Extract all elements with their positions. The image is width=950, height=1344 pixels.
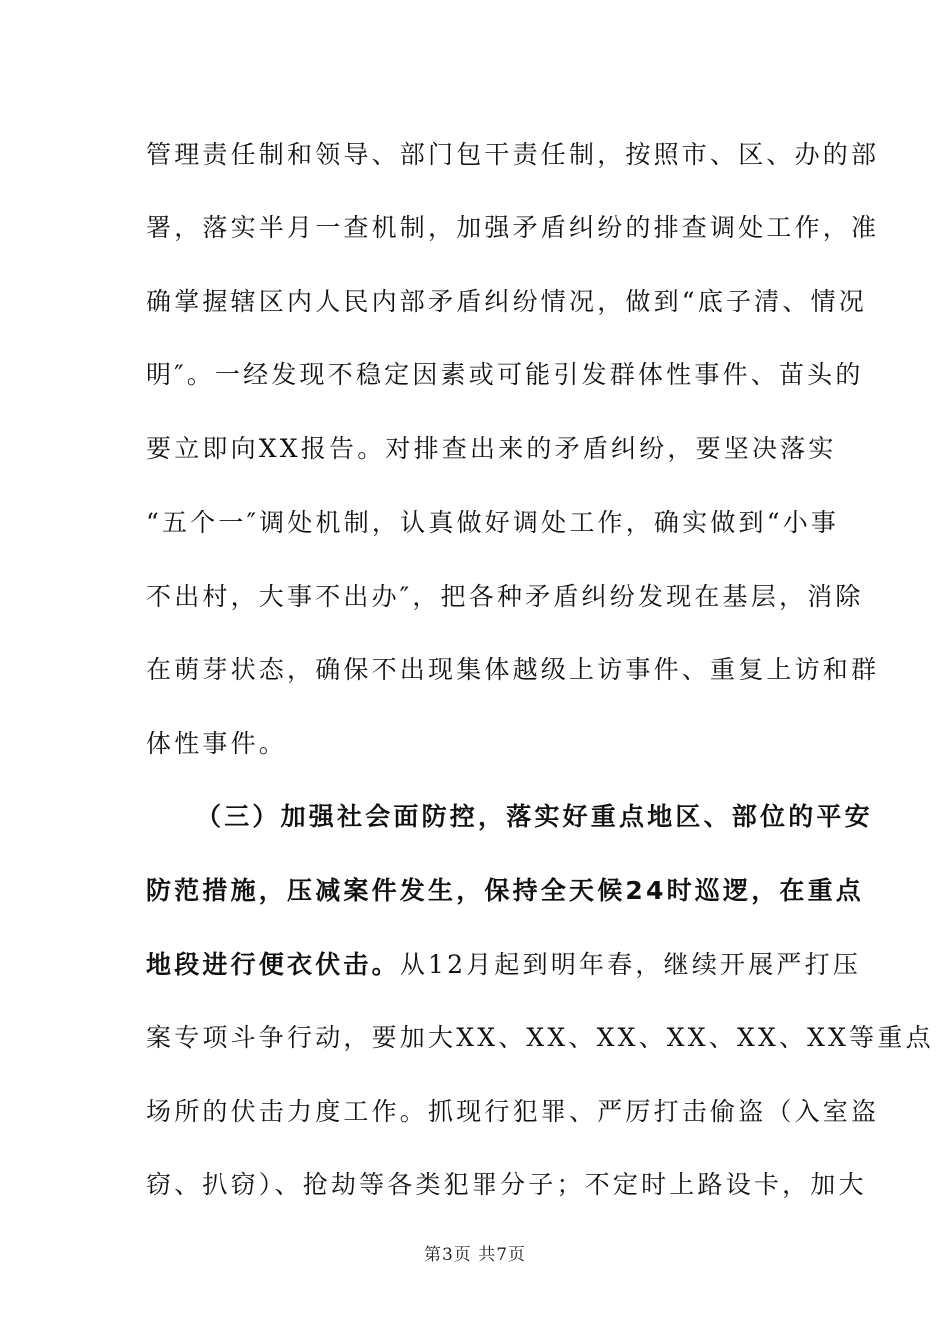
paragraph-line: 窃、扒窃）、抢劫等各类犯罪分子；不定时上路设卡，加大 [146, 1170, 867, 1199]
paragraph-line: 案专项斗争行动，要加大XX、XX、XX、XX、XX、XX等重点 [146, 1023, 934, 1052]
paragraph-line: 署，落实半月一查机制，加强矛盾纠纷的排查调处工作，准 [146, 213, 880, 242]
section-heading-fragment: 地段进行便衣伏击。 [146, 950, 400, 979]
paragraph-line: 管理责任制和领导、部门包干责任制，按照市、区、办的部 [146, 140, 880, 169]
paragraph-line: “五个一″调处机制，认真做好调处工作，确实做到“小事 [146, 508, 840, 537]
section-mixed-line [146, 945, 862, 985]
paragraph-fragment: 从12月起到明年春，继续开展严打压 [399, 950, 862, 979]
section-heading-line: （三）加强社会面防控，落实好重点地区、部位的平安 [196, 802, 873, 831]
section-heading-line: 防范措施，压减案件发生，保持全天候24时巡逻，在重点 [146, 876, 864, 905]
paragraph-line: 体性事件。 [146, 729, 288, 758]
paragraph-line: 要立即向XX报告。对排查出来的矛盾纠纷，要坚决落实 [146, 434, 837, 463]
page-footer: 第3页 共7页 [423, 1245, 527, 1265]
paragraph-line: 场所的伏击力度工作。抓现行犯罪、严厉打击偷盗（入室盗 [146, 1097, 880, 1126]
paragraph-line: 不出村，大事不出办″，把各种矛盾纠纷发现在基层，消除 [146, 582, 864, 611]
paragraph-line: 确掌握辖区内人民内部矛盾纠纷情况，做到“底子清、情况 [146, 287, 867, 316]
paragraph-line: 明″。一经发现不稳定因素或可能引发群体性事件、苗头的 [146, 360, 864, 389]
paragraph-line: 在萌芽状态，确保不出现集体越级上访事件、重复上访和群 [146, 655, 880, 684]
